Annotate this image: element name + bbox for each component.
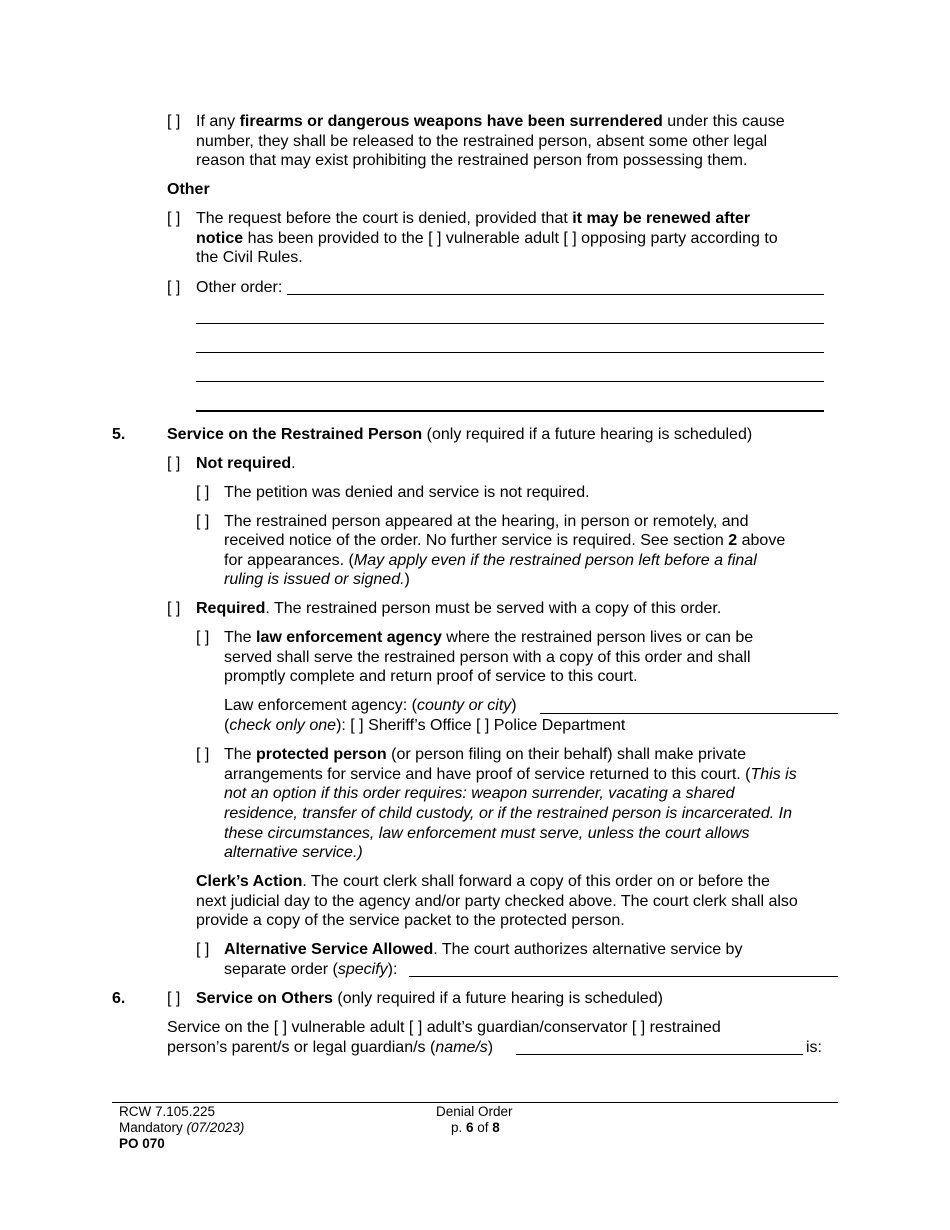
- petition-denied-text: The petition was denied and service is not required.: [224, 484, 590, 501]
- denied-line-2: notice has been provided to the [ ] vulnerable adult [ ] opposing party according to: [196, 230, 778, 247]
- clerk-line-1: Clerk’s Action. The court clerk shall forward a copy of this order on or before the: [196, 873, 770, 890]
- other-order-field-2[interactable]: [196, 323, 824, 324]
- section-6-number: 6.: [112, 990, 126, 1007]
- other-heading: Other: [167, 181, 210, 198]
- protected-line-5: these circumstances, law enforcement must serve, unless the court allows: [224, 825, 750, 842]
- checkbox-service-on-others[interactable]: [ ]: [167, 990, 181, 1007]
- section-5-title: Service on the Restrained Person (only required if a future hearing is scheduled): [167, 426, 753, 443]
- firearms-line-1: If any firearms or dangerous weapons have been surrendered under this cause: [196, 113, 785, 130]
- checkbox-protected-person[interactable]: [ ]: [196, 746, 210, 763]
- law-line-1: The law enforcement agency where the restrained person lives or can be: [224, 629, 754, 646]
- law-line-3: promptly complete and return proof of service to this court.: [224, 668, 638, 685]
- section-6-line-1: Service on the [ ] vulnerable adult [ ] adult’s guardian/conservator [ ] restrained: [167, 1019, 721, 1036]
- checkbox-petition-denied[interactable]: [ ]: [196, 484, 210, 501]
- section-5-number: 5.: [112, 426, 126, 443]
- not-required-label: Not required.: [196, 455, 296, 472]
- alternative-line-1: Alternative Service Allowed. The court authorizes alternative service by: [224, 941, 743, 958]
- appeared-line-2: received notice of the order. No further service is required. See section 2 above: [224, 532, 786, 549]
- appeared-line-4: ruling is issued or signed.): [224, 571, 410, 588]
- agency-label: Law enforcement agency: (county or city): [224, 697, 517, 714]
- appeared-line-1: The restrained person appeared at the hearing, in person or remotely, and: [224, 513, 749, 530]
- protected-line-3: not an option if this order requires: weapon surrender, vacating a shared: [224, 785, 735, 802]
- clerk-line-3: provide a copy of the service packet to the protected person.: [196, 912, 625, 929]
- firearms-line-3: reason that may exist prohibiting the restrained person from possessing them.: [196, 152, 748, 169]
- footer-form-id: PO 070: [119, 1136, 165, 1151]
- other-order-field-1[interactable]: [287, 294, 824, 295]
- checkbox-not-required[interactable]: [ ]: [167, 455, 181, 472]
- checkbox-other-order[interactable]: [ ]: [167, 279, 181, 296]
- footer-divider: [112, 1102, 838, 1103]
- footer-doc-title: Denial Order: [436, 1104, 513, 1119]
- footer-page-number: p. 6 of 8: [451, 1120, 500, 1135]
- law-line-2: served shall serve the restrained person with a copy of this order and shall: [224, 649, 751, 666]
- footer-rcw: RCW 7.105.225: [119, 1104, 216, 1119]
- other-order-field-4[interactable]: [196, 381, 824, 382]
- checkbox-alternative-service[interactable]: [ ]: [196, 941, 210, 958]
- agency-field[interactable]: [540, 713, 838, 714]
- protected-line-4: residence, transfer of child custody, or if the restrained person is incarcerated. In: [224, 805, 792, 822]
- footer-mandatory: Mandatory (07/2023): [119, 1120, 245, 1135]
- protected-line-6: alternative service.): [224, 844, 363, 861]
- section-6-is: is:: [806, 1039, 822, 1056]
- alternative-specify-field[interactable]: [409, 976, 838, 977]
- denied-line-1: The request before the court is denied, provided that it may be renewed after: [196, 210, 751, 227]
- section-6-line-2: person’s parent/s or legal guardian/s (name/s): [167, 1039, 494, 1056]
- checkbox-denied-renewable[interactable]: [ ]: [167, 210, 181, 227]
- appeared-line-3: for appearances. (May apply even if the restrained person left before a final: [224, 552, 757, 569]
- denied-line-3: the Civil Rules.: [196, 249, 303, 266]
- checkbox-appeared-at-hearing[interactable]: [ ]: [196, 513, 210, 530]
- clerk-line-2: next judicial day to the agency and/or party checked above. The court clerk shall also: [196, 893, 798, 910]
- protected-line-2: arrangements for service and have proof of service returned to this court. (This is: [224, 766, 797, 783]
- guardian-name-field[interactable]: [516, 1054, 803, 1055]
- section-6-title: Service on Others (only required if a future hearing is scheduled): [196, 990, 663, 1007]
- other-order-field-3[interactable]: [196, 352, 824, 353]
- protected-line-1: The protected person (or person filing on their behalf) shall make private: [224, 746, 746, 763]
- required-text: Required. The restrained person must be served with a copy of this order.: [196, 600, 722, 617]
- checkbox-required[interactable]: [ ]: [167, 600, 181, 617]
- agency-check-one: (check only one): [ ] Sheriff’s Office [ ] Police Department: [224, 717, 626, 734]
- alternative-line-2: separate order (specify):: [224, 961, 398, 978]
- other-order-label: Other order:: [196, 279, 283, 296]
- checkbox-law-enforcement[interactable]: [ ]: [196, 629, 210, 646]
- firearms-line-2: number, they shall be released to the restrained person, absent some other legal: [196, 133, 768, 150]
- other-order-field-5[interactable]: [196, 410, 824, 412]
- checkbox-firearms-released[interactable]: [ ]: [167, 113, 181, 130]
